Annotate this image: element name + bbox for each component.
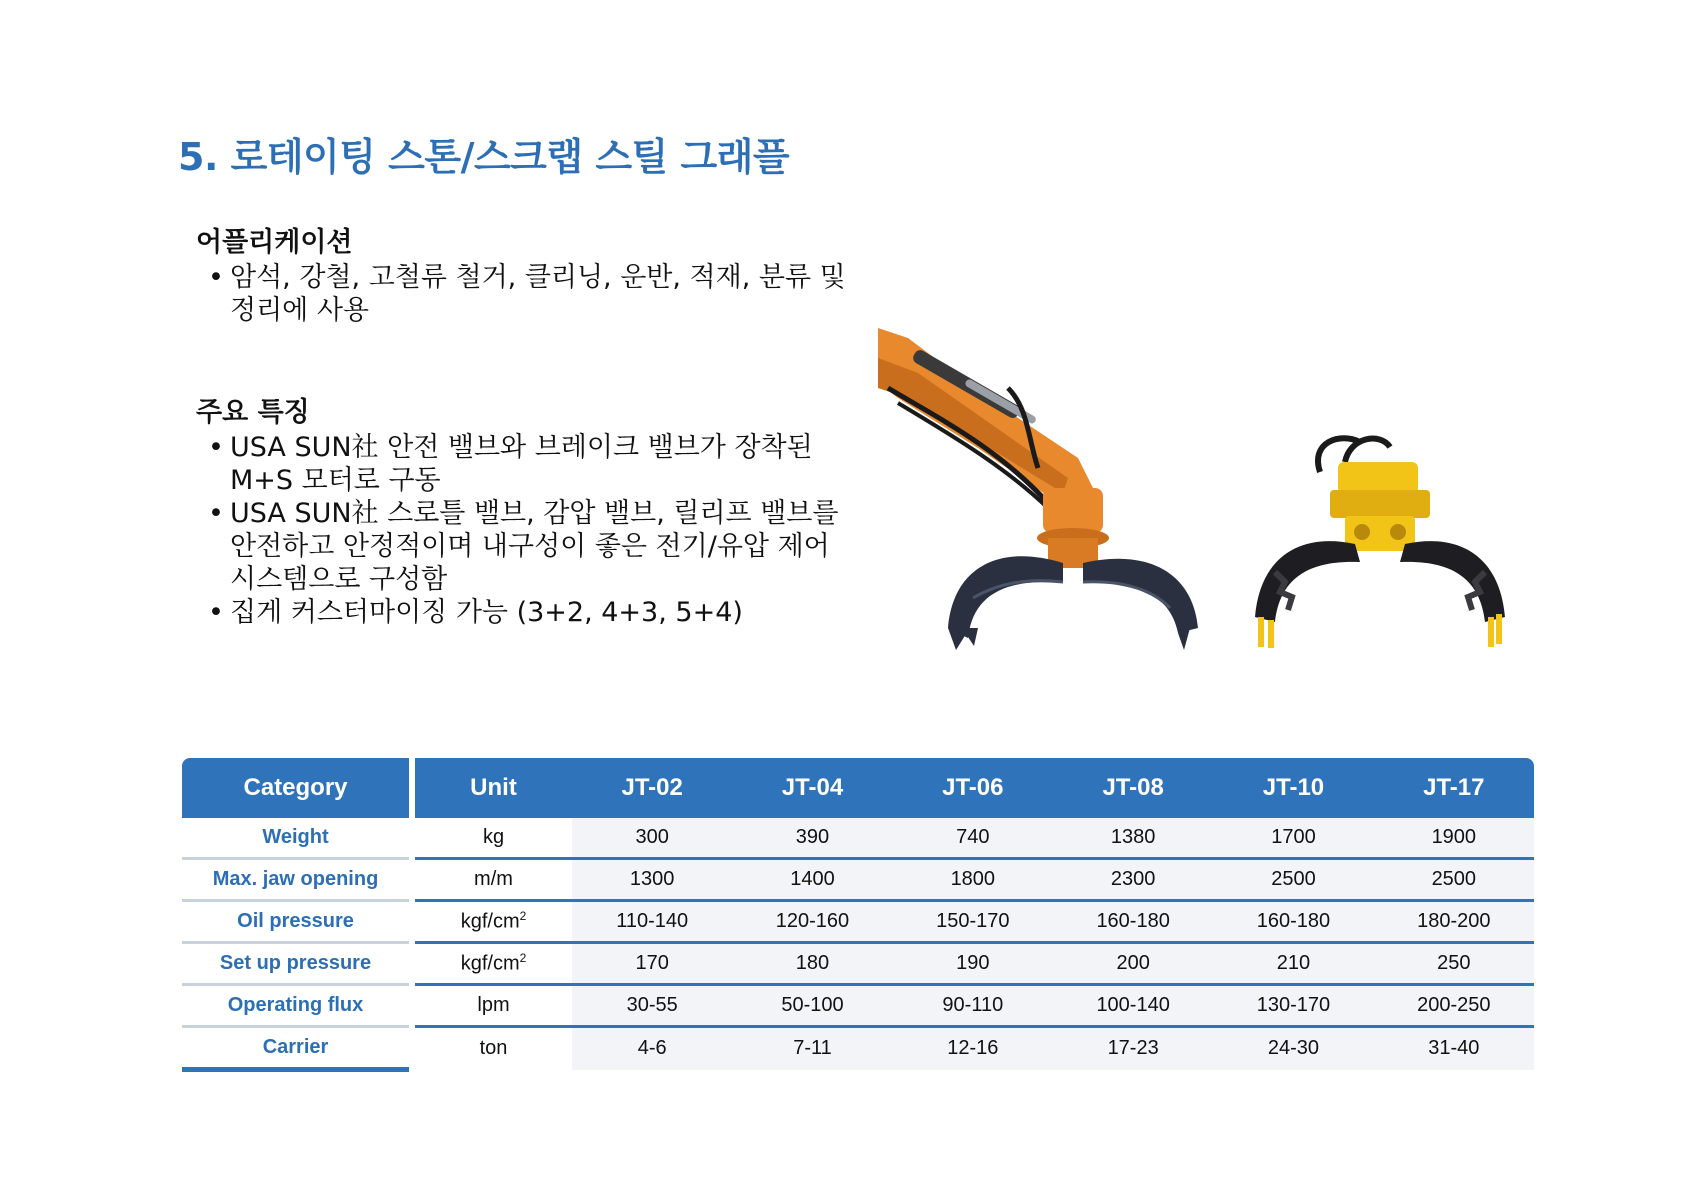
unit-text: kgf/cm	[460, 910, 520, 933]
table-row	[182, 1027, 1534, 1070]
row-unit	[412, 985, 572, 1027]
page-title: 5. 로테이팅 스톤/스크랩 스틸 그래플	[178, 135, 790, 179]
row-value: 190	[893, 943, 1053, 985]
row-unit	[412, 943, 572, 985]
feature-item: • USA SUN社 안전 밸브와 브레이크 밸브가 장착된 M+S 모터로 구동	[196, 431, 896, 497]
row-value: 100-140	[1053, 985, 1213, 1027]
table-row	[182, 943, 1534, 985]
unit-text: kgf/cm	[460, 952, 520, 975]
header-model: JT-17	[1374, 758, 1534, 818]
row-category: Set up pressure	[182, 943, 412, 985]
row-value: 740	[893, 818, 1053, 859]
row-value: 130-170	[1213, 985, 1373, 1027]
row-value: 1300	[572, 859, 732, 901]
row-value: 90-110	[893, 985, 1053, 1027]
row-value: 210	[1213, 943, 1373, 985]
row-value: 300	[572, 818, 732, 859]
row-value: 250	[1374, 943, 1534, 985]
applications-section	[196, 220, 896, 327]
table-row	[182, 985, 1534, 1027]
row-value: 160-180	[1213, 901, 1373, 943]
table-body	[182, 818, 1534, 1070]
table-header-row	[182, 758, 1534, 818]
row-value: 1800	[893, 859, 1053, 901]
unit-text: m/m	[474, 868, 513, 890]
table-row	[182, 818, 1534, 859]
row-category: Weight	[182, 818, 412, 859]
unit-text: kg	[482, 826, 505, 848]
applications-heading: 어플리케이션	[196, 227, 353, 258]
row-value: 2500	[1374, 859, 1534, 901]
row-value: 180	[732, 943, 892, 985]
table-row	[182, 901, 1534, 943]
feature-item: • 집게 커스터마이징 가능 (3+2, 4+3, 5+4)	[196, 596, 896, 629]
row-category: Max. jaw opening	[182, 859, 412, 901]
row-value: 1400	[732, 859, 892, 901]
row-value: 17-23	[1053, 1027, 1213, 1070]
header-model: JT-10	[1213, 758, 1373, 818]
row-value: 1380	[1053, 818, 1213, 859]
applications-list	[196, 261, 896, 327]
row-value: 200-250	[1374, 985, 1534, 1027]
unit-superscript: 2	[519, 951, 527, 966]
features-heading: 주요 특징	[196, 397, 310, 428]
application-item: • 암석, 강철, 고철류 철거, 클리닝, 운반, 적재, 분류 및 정리에 사용	[196, 261, 896, 327]
row-category: Operating flux	[182, 985, 412, 1027]
header-model: JT-06	[893, 758, 1053, 818]
row-unit	[412, 1027, 572, 1070]
unit-text: ton	[479, 1037, 508, 1060]
row-value: 120-160	[732, 901, 892, 943]
row-value: 110-140	[572, 901, 732, 943]
row-value: 160-180	[1053, 901, 1213, 943]
row-value: 2300	[1053, 859, 1213, 901]
header-category: Category	[182, 758, 412, 818]
row-value: 170	[572, 943, 732, 985]
row-unit	[412, 859, 572, 901]
row-unit	[412, 818, 572, 859]
row-value: 24-30	[1213, 1027, 1373, 1070]
row-value: 12-16	[893, 1027, 1053, 1070]
row-value: 7-11	[732, 1027, 892, 1070]
unit-superscript: 2	[519, 909, 527, 924]
row-value: 150-170	[893, 901, 1053, 943]
header-unit: Unit	[412, 758, 572, 818]
row-value: 390	[732, 818, 892, 859]
row-value: 2500	[1213, 859, 1373, 901]
spec-table	[182, 758, 1534, 1072]
row-value: 1900	[1374, 818, 1534, 859]
row-value: 31-40	[1374, 1027, 1534, 1070]
features-list	[196, 431, 896, 629]
row-value: 50-100	[732, 985, 892, 1027]
orange-grapple-image	[878, 328, 1218, 650]
row-unit	[412, 901, 572, 943]
header-model: JT-02	[572, 758, 732, 818]
yellow-grapple-image	[1250, 432, 1510, 650]
row-category: Carrier	[182, 1027, 412, 1070]
table-row	[182, 859, 1534, 901]
header-model: JT-08	[1053, 758, 1213, 818]
unit-text: lpm	[477, 994, 510, 1016]
header-model: JT-04	[732, 758, 892, 818]
feature-item: • USA SUN社 스로틀 밸브, 감압 밸브, 릴리프 밸브를 안전하고 안정적이며 내구성이 좋은 전기/유압 제어 시스템으로 구성함	[196, 497, 896, 596]
row-value: 180-200	[1374, 901, 1534, 943]
row-value: 30-55	[572, 985, 732, 1027]
row-value: 1700	[1213, 818, 1373, 859]
row-category: Oil pressure	[182, 901, 412, 943]
features-section	[196, 390, 896, 629]
row-value: 4-6	[572, 1027, 732, 1070]
row-value: 200	[1053, 943, 1213, 985]
